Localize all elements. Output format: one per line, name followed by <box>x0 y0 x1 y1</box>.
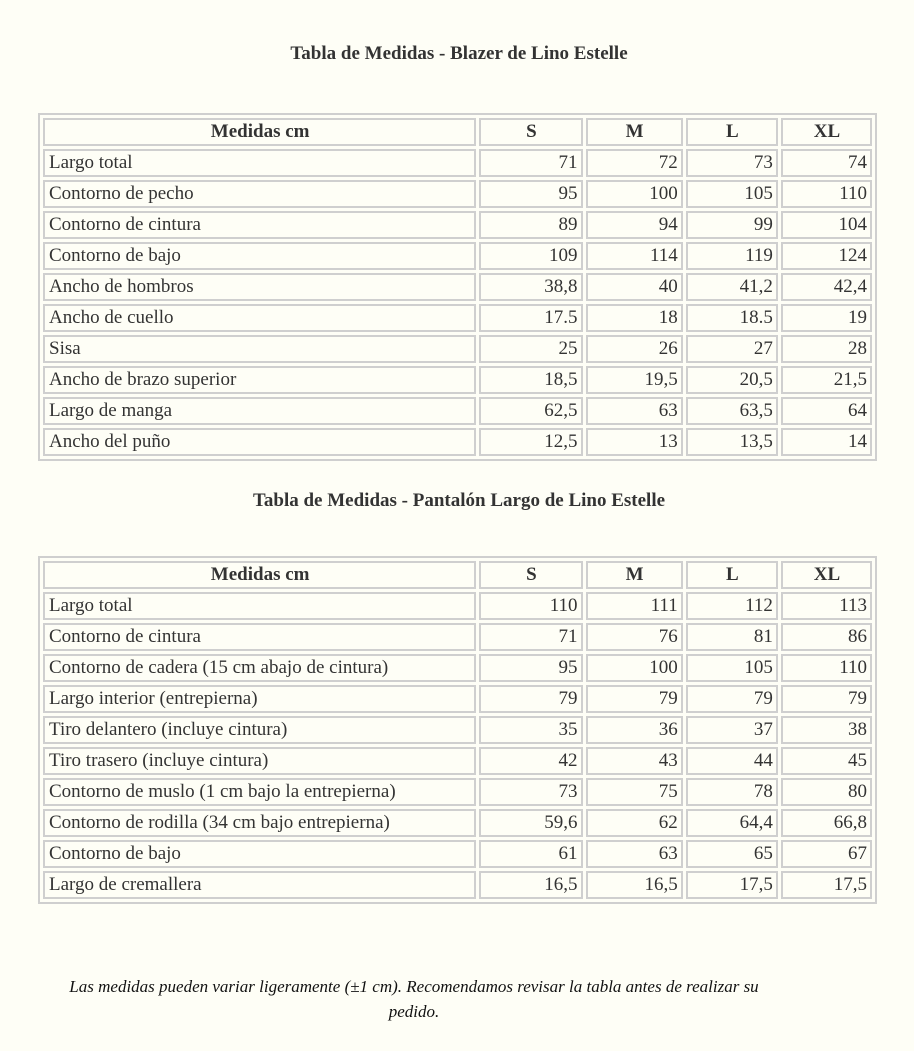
value-s: 18,5 <box>479 366 582 394</box>
value-s: 25 <box>479 335 582 363</box>
table-row <box>43 335 872 363</box>
table-row <box>43 840 872 868</box>
value-xl: 42,4 <box>781 273 872 301</box>
value-xl: 19 <box>781 304 872 332</box>
value-xl: 67 <box>781 840 872 868</box>
measure-label: Contorno de bajo <box>43 242 476 270</box>
table-row <box>43 716 872 744</box>
value-s: 73 <box>479 778 582 806</box>
value-s: 71 <box>479 623 582 651</box>
table-header-row <box>43 118 872 146</box>
value-m: 18 <box>586 304 683 332</box>
value-xl: 79 <box>781 685 872 713</box>
value-m: 111 <box>586 592 683 620</box>
table-row <box>43 809 872 837</box>
measure-label: Largo interior (entrepierna) <box>43 685 476 713</box>
measure-label: Ancho de brazo superior <box>43 366 476 394</box>
value-m: 43 <box>586 747 683 775</box>
header-size-s: S <box>479 118 582 146</box>
value-s: 95 <box>479 180 582 208</box>
header-size-xl: XL <box>781 118 872 146</box>
table-row <box>43 180 872 208</box>
measure-label: Ancho de cuello <box>43 304 476 332</box>
value-s: 16,5 <box>479 871 582 899</box>
table-row <box>43 242 872 270</box>
value-l: 37 <box>686 716 778 744</box>
value-xl: 86 <box>781 623 872 651</box>
table-row <box>43 778 872 806</box>
value-xl: 74 <box>781 149 872 177</box>
value-m: 62 <box>586 809 683 837</box>
value-xl: 104 <box>781 211 872 239</box>
value-xl: 38 <box>781 716 872 744</box>
value-xl: 21,5 <box>781 366 872 394</box>
value-l: 65 <box>686 840 778 868</box>
value-xl: 80 <box>781 778 872 806</box>
measure-label: Contorno de bajo <box>43 840 476 868</box>
measure-label: Contorno de rodilla (34 cm bajo entrepierna) <box>43 809 476 837</box>
table-row <box>43 366 872 394</box>
measure-label: Largo total <box>43 149 476 177</box>
value-l: 79 <box>686 685 778 713</box>
value-s: 61 <box>479 840 582 868</box>
value-l: 17,5 <box>686 871 778 899</box>
value-l: 18.5 <box>686 304 778 332</box>
value-l: 99 <box>686 211 778 239</box>
value-s: 79 <box>479 685 582 713</box>
header-size-s: S <box>479 561 582 589</box>
measure-label: Sisa <box>43 335 476 363</box>
value-m: 36 <box>586 716 683 744</box>
table-row <box>43 304 872 332</box>
table-header-row <box>43 561 872 589</box>
measure-label: Contorno de cintura <box>43 211 476 239</box>
value-l: 81 <box>686 623 778 651</box>
disclaimer-note: Las medidas pueden variar ligeramente (±1 cm). Recomendamos revisar la tabla antes de realizar su pedido. <box>69 977 759 1021</box>
value-l: 41,2 <box>686 273 778 301</box>
value-xl: 64 <box>781 397 872 425</box>
value-l: 63,5 <box>686 397 778 425</box>
value-s: 71 <box>479 149 582 177</box>
value-l: 105 <box>686 654 778 682</box>
value-l: 13,5 <box>686 428 778 456</box>
blazer-table-title: Tabla de Medidas - Blazer de Lino Estelle <box>290 43 628 64</box>
value-m: 100 <box>586 654 683 682</box>
table-row <box>43 592 872 620</box>
header-size-m: M <box>586 118 683 146</box>
value-m: 40 <box>586 273 683 301</box>
value-s: 12,5 <box>479 428 582 456</box>
header-size-l: L <box>686 561 778 589</box>
measure-label: Contorno de cadera (15 cm abajo de cintura) <box>43 654 476 682</box>
value-xl: 124 <box>781 242 872 270</box>
value-m: 100 <box>586 180 683 208</box>
value-s: 62,5 <box>479 397 582 425</box>
measure-label: Largo de cremallera <box>43 871 476 899</box>
table-row <box>43 149 872 177</box>
value-xl: 17,5 <box>781 871 872 899</box>
value-s: 110 <box>479 592 582 620</box>
value-xl: 110 <box>781 654 872 682</box>
value-l: 44 <box>686 747 778 775</box>
table-row <box>43 273 872 301</box>
table-row <box>43 397 872 425</box>
pantalon-table-title: Tabla de Medidas - Pantalón Largo de Lino Estelle <box>252 490 666 511</box>
value-xl: 14 <box>781 428 872 456</box>
value-s: 35 <box>479 716 582 744</box>
measure-label: Contorno de muslo (1 cm bajo la entrepierna) <box>43 778 476 806</box>
value-m: 75 <box>586 778 683 806</box>
table-row <box>43 211 872 239</box>
value-xl: 66,8 <box>781 809 872 837</box>
value-s: 42 <box>479 747 582 775</box>
value-xl: 113 <box>781 592 872 620</box>
measure-label: Contorno de pecho <box>43 180 476 208</box>
value-l: 105 <box>686 180 778 208</box>
value-m: 16,5 <box>586 871 683 899</box>
table-row <box>43 871 872 899</box>
value-s: 109 <box>479 242 582 270</box>
value-l: 112 <box>686 592 778 620</box>
value-m: 63 <box>586 397 683 425</box>
header-size-l: L <box>686 118 778 146</box>
table-row <box>43 747 872 775</box>
measure-label: Contorno de cintura <box>43 623 476 651</box>
value-m: 13 <box>586 428 683 456</box>
value-s: 38,8 <box>479 273 582 301</box>
measure-label: Ancho de hombros <box>43 273 476 301</box>
value-l: 27 <box>686 335 778 363</box>
value-xl: 110 <box>781 180 872 208</box>
measure-label: Tiro trasero (incluye cintura) <box>43 747 476 775</box>
value-m: 26 <box>586 335 683 363</box>
value-s: 17.5 <box>479 304 582 332</box>
table-row <box>43 623 872 651</box>
value-s: 95 <box>479 654 582 682</box>
header-size-m: M <box>586 561 683 589</box>
value-m: 114 <box>586 242 683 270</box>
table-row <box>43 654 872 682</box>
measure-label: Tiro delantero (incluye cintura) <box>43 716 476 744</box>
header-measure: Medidas cm <box>43 118 476 146</box>
value-l: 20,5 <box>686 366 778 394</box>
table-row <box>43 685 872 713</box>
value-l: 119 <box>686 242 778 270</box>
value-s: 59,6 <box>479 809 582 837</box>
pantalon-size-table <box>38 556 877 904</box>
measure-label: Ancho del puño <box>43 428 476 456</box>
value-l: 78 <box>686 778 778 806</box>
measure-label: Largo de manga <box>43 397 476 425</box>
value-m: 63 <box>586 840 683 868</box>
value-m: 76 <box>586 623 683 651</box>
value-xl: 45 <box>781 747 872 775</box>
value-m: 72 <box>586 149 683 177</box>
value-m: 94 <box>586 211 683 239</box>
value-l: 64,4 <box>686 809 778 837</box>
table-row <box>43 428 872 456</box>
value-l: 73 <box>686 149 778 177</box>
blazer-size-table <box>38 113 877 461</box>
value-m: 79 <box>586 685 683 713</box>
value-xl: 28 <box>781 335 872 363</box>
value-m: 19,5 <box>586 366 683 394</box>
value-s: 89 <box>479 211 582 239</box>
header-measure: Medidas cm <box>43 561 476 589</box>
measure-label: Largo total <box>43 592 476 620</box>
header-size-xl: XL <box>781 561 872 589</box>
